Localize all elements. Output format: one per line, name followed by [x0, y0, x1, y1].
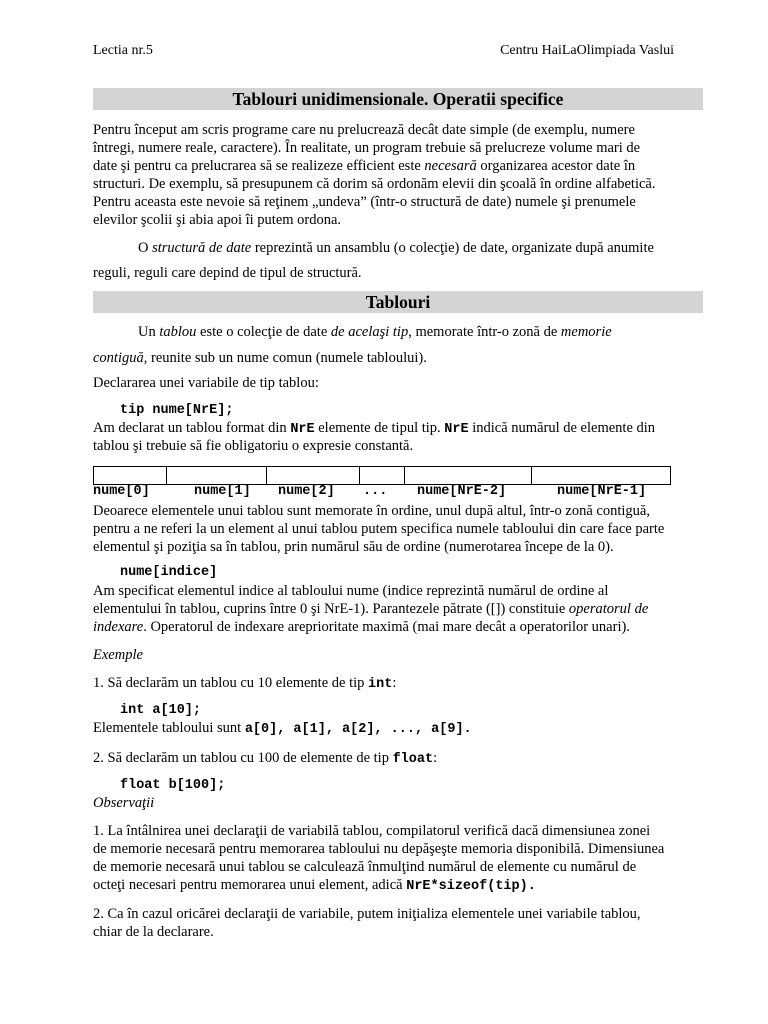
indice-line-1: Am specificat elementul indice al tabloului nume (indice reprezintă numărul de ordine al: [93, 583, 609, 599]
example-1-code: int a[10];: [120, 703, 202, 718]
array-label: nume[NrE-1]: [557, 484, 647, 499]
text-run: este o colecţie de date: [196, 324, 331, 340]
observatie-2-line-2: chiar de la declarare.: [93, 924, 214, 940]
intro-line-2: întregi, numere reale, caractere). În realitate, un program trebuie să prelucreze volume mari de: [93, 140, 641, 156]
italic-run: memorie: [560, 324, 612, 340]
example-1-result: [93, 720, 472, 737]
intro-line-1: Pentru început am scris programe care nu prelucrează decât date simple (de exemplu, numere: [93, 122, 635, 138]
array-divider: [266, 467, 267, 484]
text-run: 1. Să declarăm un tablou cu 10 elemente de tip: [93, 675, 369, 691]
intro-line-5: Pentru aceasta este nevoie să reţinem „undeva” (într-o structură de date) numele şi prenumele: [93, 194, 636, 210]
text-run: Elementele tabloului sunt: [93, 720, 245, 736]
text-run: :: [433, 750, 438, 766]
intro-line-3: [93, 158, 635, 175]
observatie-1-line-1: 1. La întâlnirea unei declaraţii de variabilă tablou, compilatorul verifică dacă dimensiunea zonei: [93, 823, 651, 839]
code-run: a[0], a[1], a[2], ..., a[9].: [244, 722, 472, 737]
italic-run: de acelaşi tip: [330, 324, 409, 340]
italic-run: operatorul de: [568, 601, 649, 617]
text-run: indică numărul de elemente din: [468, 420, 656, 436]
text-run: octeţi necesari pentru memorarea unui element, adică: [93, 877, 407, 893]
text-run: O: [138, 240, 153, 256]
observatie-2-line-1: 2. Ca în cazul oricărei declaraţii de variabile, putem iniţializa elementele unei variabile tablou,: [93, 906, 641, 922]
array-label: nume[0]: [93, 484, 150, 499]
array-label: nume[NrE-2]: [417, 484, 507, 499]
example-2-code: float b[100];: [120, 778, 226, 793]
code-run: NrE*sizeof(tip).: [406, 879, 536, 894]
header-right: Centru HaiLaOlimpiada Vaslui: [500, 43, 674, 58]
exemple-title: [93, 647, 143, 664]
text-run: . Operatorul de indexare areprioritate maximă (mai mare decât a operatorilor unari).: [143, 619, 630, 635]
observatie-1-line-4: [93, 877, 536, 894]
array-divider: [166, 467, 167, 484]
text-run: elementului în tablou, cuprins între 0 şi NrE-1). Parantezele pătrate ([]) constituie: [93, 601, 569, 617]
observatie-1-line-3: de memorie necesară unui tablou se calculează înmulţind numărul de elemente cu numărul de: [93, 859, 637, 875]
declarare-text: Declararea unei variabile de tip tablou:: [93, 375, 319, 391]
text-run: Un: [138, 324, 160, 340]
intro-line-4: structuri. De exemplu, să presupunem că dorim să ordonăm elevii din şcoală în ordine alfabetică.: [93, 176, 656, 192]
deoarece-line-1: Deoarece elementele unui tablou sunt memorate în ordine, unul după altul, într-o zonă contiguă,: [93, 503, 650, 519]
deoarece-line-2: pentru a ne referi la un element al unui tablou putem specifica numele tabloului din care face parte: [93, 521, 665, 537]
italic-run: contiguă: [93, 350, 144, 366]
declarat-line-2: tablou şi trebuie să fie obligatoriu o expresie constantă.: [93, 438, 414, 454]
array-label: nume[2]: [278, 484, 335, 499]
structura-line-2: reguli, reguli care depind de tipul de structură.: [93, 265, 362, 281]
array-divider: [359, 467, 360, 484]
italic-run: tablou: [159, 324, 197, 340]
array-divider: [404, 467, 405, 484]
deoarece-line-3: elementul şi poziţia sa în tablou, prin numărul său de ordine (numerotarea începe de la 0).: [93, 539, 614, 555]
tablou-def-line-1: [138, 324, 612, 341]
observatie-1-line-2: de memorie necesară pentru memorarea tabloului nu depăşeşte memoria disponibilă. Dimensiunea: [93, 841, 665, 857]
array-label: nume[1]: [194, 484, 251, 499]
text-run: 2. Să declarăm un tablou cu 100 de elemente de tip: [93, 750, 393, 766]
code-run: int: [368, 677, 393, 692]
example-2-text: [93, 750, 437, 767]
indice-line-3: [93, 619, 630, 636]
tablou-def-line-2: [93, 350, 427, 367]
italic-run: Exemple: [93, 647, 143, 663]
example-1-text: [93, 675, 396, 692]
text-run: , reunite sub un nume comun (numele tabloului).: [143, 350, 427, 366]
indice-code: nume[indice]: [120, 565, 218, 580]
text-run: reprezintă un ansamblu (o colecţie) de date, organizate după anumite: [251, 240, 654, 256]
code-run: NrE: [290, 422, 315, 437]
indice-line-2: [93, 601, 648, 618]
code-run: NrE: [444, 422, 469, 437]
italic-run: indexare: [93, 619, 144, 635]
italic-run: structură de date: [152, 240, 252, 256]
observatii-title: [93, 795, 154, 812]
text-run: elemente de tipul tip.: [314, 420, 445, 436]
text-run: , memorate într-o zonă de: [408, 324, 561, 340]
intro-line-6: elevilor şcolii şi abia apoi îi putem ordona.: [93, 212, 342, 228]
structura-line-1: [138, 240, 654, 257]
italic-run: necesară: [424, 158, 477, 174]
text-run: :: [392, 675, 397, 691]
text-run: date şi pentru ca prelucrarea să se realizeze efficient este: [93, 158, 425, 174]
italic-run: Observaţii: [93, 795, 155, 811]
text-run: organizarea acestor date în: [476, 158, 636, 174]
declarare-code: tip nume[NrE];: [120, 403, 234, 418]
code-run: float: [392, 752, 434, 767]
array-label: ...: [363, 484, 388, 499]
array-divider: [531, 467, 532, 484]
declarat-line-1: [93, 420, 655, 437]
section-title-1: Tablouri unidimensionale. Operatii specifice: [93, 88, 703, 110]
header-left: Lectia nr.5: [93, 43, 153, 58]
array-diagram: [93, 466, 671, 485]
section-title-2: Tablouri: [93, 291, 703, 313]
text-run: Am declarat un tablou format din: [93, 420, 291, 436]
